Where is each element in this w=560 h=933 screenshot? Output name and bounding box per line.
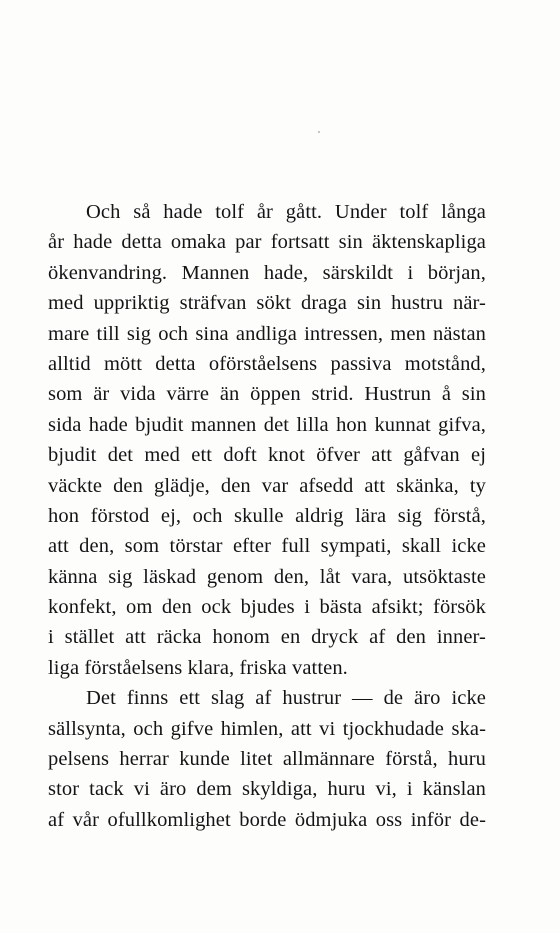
text-line: stor tack vi äro dem skyldiga, huru vi, i känslan xyxy=(48,778,486,801)
text-line: af vår ofullkomlighet borde ödmjuka oss inför de- xyxy=(48,808,486,831)
text-line: väckte den glädje, den var afsedd att skänka, ty xyxy=(48,474,486,497)
paragraph-2 xyxy=(48,683,486,835)
text-line: pelsens herrar kunde litet allmännare förstå, huru xyxy=(48,748,486,771)
text-line: alltid mött detta oförståelsens passiva motstånd, xyxy=(48,352,486,375)
paper-speck xyxy=(318,131,320,133)
text-line: år hade detta omaka par fortsatt sin äktenskapliga xyxy=(48,231,486,254)
text-line: känna sig läskad genom den, låt vara, utsöktaste xyxy=(48,565,486,588)
paragraph-1 xyxy=(48,197,486,683)
text-line: ökenvandring. Mannen hade, särskildt i början, xyxy=(48,261,486,284)
text-line: med uppriktig sträfvan sökt draga sin hustru när- xyxy=(48,292,486,315)
text-line: i stället att räcka honom en dryck af den inner- xyxy=(48,626,486,649)
text-line: sida hade bjudit mannen det lilla hon kunnat gifva, xyxy=(48,413,486,436)
text-line: att den, som törstar efter full sympati, skall icke xyxy=(48,535,486,558)
text-line: Och så hade tolf år gått. Under tolf långa xyxy=(86,201,486,223)
text-line: som är vida värre än öppen strid. Hustrun å sin xyxy=(48,383,486,406)
text-line: hon förstod ej, och skulle aldrig lära sig förstå, xyxy=(48,504,486,527)
body-text xyxy=(48,197,486,835)
text-line: sällsynta, och gifve himlen, att vi tjockhudade ska- xyxy=(48,717,486,740)
text-line: bjudit det med ett doft knot öfver att gåfvan ej xyxy=(48,444,486,467)
text-line: mare till sig och sina andliga intressen, men nästan xyxy=(48,322,486,345)
text-line: konfekt, om den ock bjudes i bästa afsikt; försök xyxy=(48,596,486,619)
text-line: liga förståelsens klara, friska vatten. xyxy=(48,656,348,679)
text-line: Det finns ett slag af hustrur — de äro icke xyxy=(86,687,486,710)
